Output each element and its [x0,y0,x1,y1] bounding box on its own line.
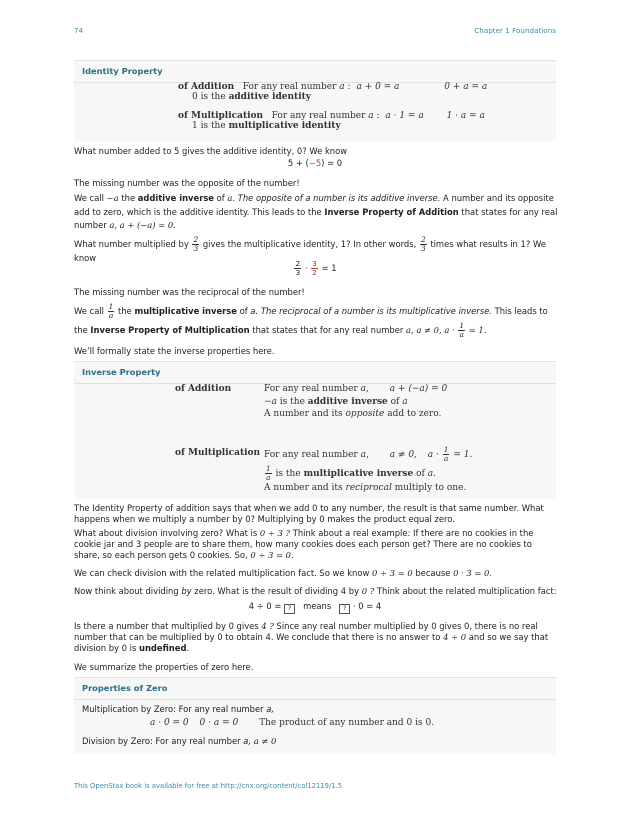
identity-addition-row: of Addition For any real number a : a + 0 = a 0 + a = a [178,82,488,92]
paragraph: We summarize the properties of zero here. [74,662,254,672]
identity-multiplication-sub: 1 is the multiplicative identity [192,121,341,131]
inverse-property-box [74,361,556,499]
inverse-multiplication-label: of Multiplication [175,448,261,458]
zero-properties-box [74,677,556,754]
paragraph: We call $\frac{1}{a}$ the multiplicative inverse of a. The reciprocal of a number is its multiplicative inverse. This leads to the Inverse Property of Multiplication that states that for any real number a, a ≠ 0, a · $\frac{1}{a}$ = 1. [74,302,548,339]
zero-multiplication-heading: Multiplication by Zero: For any real number a, [82,704,275,714]
paragraph: What number added to 5 gives the additive identity, 0? We know [74,146,348,156]
inverse-multiplication-line2: $\frac{1}{a}$ is the multiplicative inverse of a. [266,464,436,482]
footer: This OpenStax book is available for free at http://cnx.org/content/col12119/1.5 [74,782,343,790]
paragraph: We call −a the additive inverse of a. The opposite of a number is its additive inverse. A number and its opposite add to zero, which is the additive identity. This leads to the Inverse Property of Addition that states for any real number a, a + (−a) = 0. [74,193,558,230]
equation: 5 + (−5) = 0 [287,158,343,168]
inverse-multiplication-line3: A number and its reciprocal multiply to one. [264,483,467,493]
paragraph: We’ll formally state the inverse properties here. [74,346,275,356]
page-number: 74 [74,26,84,35]
chapter-title: Chapter 1 Foundations [474,26,556,35]
paragraph: The Identity Property of addition says that when we add 0 to any number, the result is that same number. What happens when we multiply a number by 0? Multiplying by 0 makes the product equal zero. [74,503,544,524]
inverse-addition-line3: A number and its opposite add to zero. [264,409,442,419]
inverse-addition-row: For any real number a, a + (−a) = 0 [264,384,448,394]
paragraph: The missing number was the opposite of the number! [74,178,300,188]
paragraph: What number multiplied by $\frac{2}{3}$ gives the multiplicative identity, 1? In other words, $\frac{2}{3}$ times what results in 1? We know [74,235,546,263]
paragraph: Is there a number that multiplied by 0 gives 4 ? Since any real number multiplied by 0 gives 0, there is no real number that can be multiplied by 0 to obtain 4. We conclude that there is no answer to 4 ÷ 0 and so we say that division by 0 is undefined. [74,621,549,653]
box-title: Identity Property [82,66,163,76]
inverse-addition-label: of Addition [175,384,232,394]
paragraph: Now think about dividing by zero. What is the result of dividing 4 by 0 ? Think about the related multiplication fact: [74,586,557,596]
equation: $\frac{2}{3}$ · $\frac{3}{2}$ = 1 [295,259,337,277]
inverse-multiplication-row: For any real number a, a ≠ 0, a · $\frac{1}{a}$ = 1. [264,445,473,463]
inverse-addition-line2: −a is the additive inverse of a [264,397,408,407]
zero-multiplication-equations: a · 0 = 0 0 · a = 0 The product of any number and 0 is 0. [150,718,435,728]
identity-multiplication-row: of Multiplication For any real number a : a · 1 = a 1 · a = a [178,111,485,121]
paragraph: We can check division with the related multiplication fact. So we know 0 ÷ 3 = 0 because 0 · 3 = 0. [74,568,493,578]
paragraph: What about division involving zero? What is 0 ÷ 3 ? Think about a real example: If there are no cookies in the cookie jar and 3 people are to share them, how many cookies does each person get? There are no cookies to share, so each person gets 0 cookies. So, 0 ÷ 3 = 0. [74,528,534,560]
equation: 4 ÷ 0 = ? means ? · 0 = 4 [248,601,382,612]
zero-division-heading: Division by Zero: For any real number a, a ≠ 0 [82,736,277,746]
identity-addition-sub: 0 is the additive identity [192,92,312,102]
box-title: Inverse Property [82,367,161,377]
identity-property-box [74,60,556,141]
paragraph: The missing number was the reciprocal of the number! [74,287,305,297]
box-title: Properties of Zero [82,683,168,693]
